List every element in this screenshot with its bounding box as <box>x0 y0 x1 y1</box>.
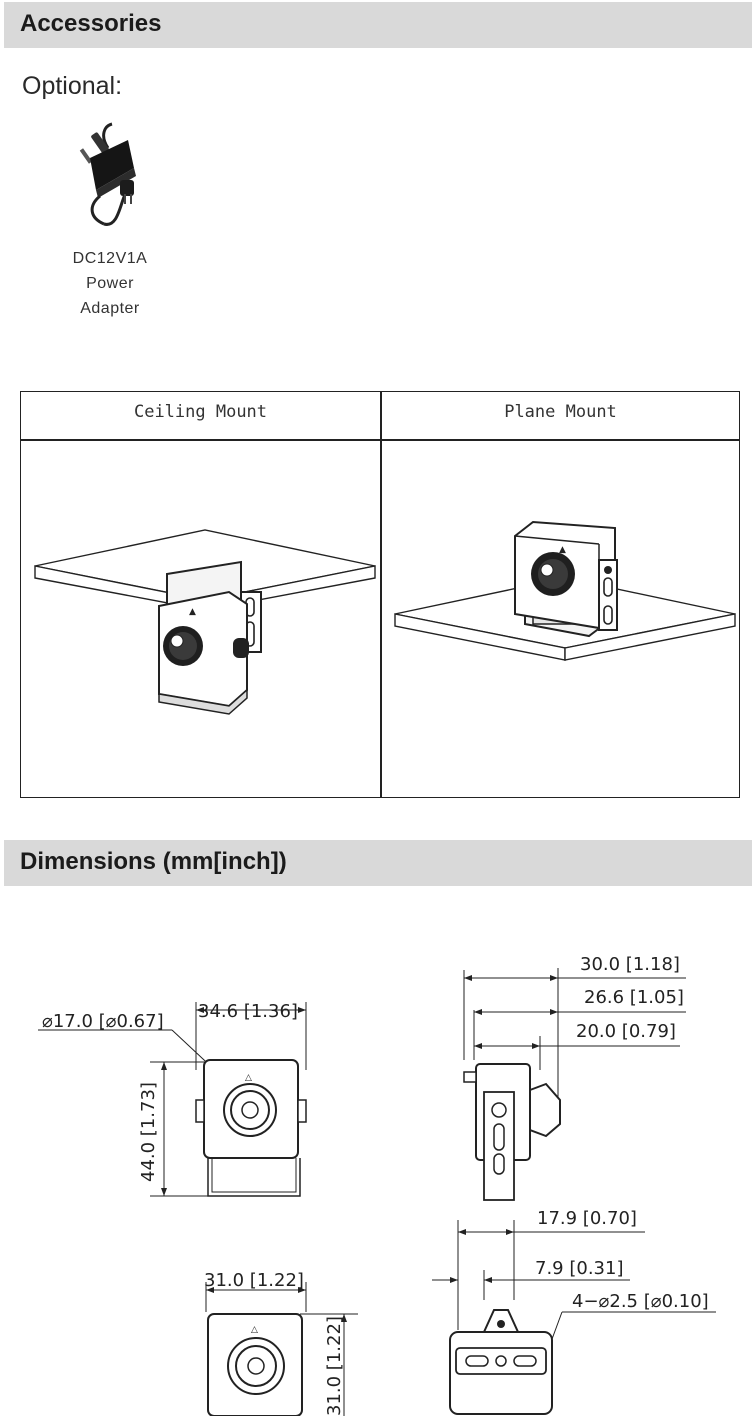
holes-label: 4−⌀2.5 [⌀0.10] <box>572 1291 709 1312</box>
front-height-label: 44.0 [1.73] <box>138 1082 159 1182</box>
svg-text:▲: ▲ <box>559 545 566 555</box>
ceiling-mount-label: Ceiling Mount <box>133 402 268 422</box>
dimension-drawings <box>0 940 755 1416</box>
svg-text:△: △ <box>245 1073 252 1083</box>
back-width-label: 31.0 [1.22] <box>204 1270 304 1291</box>
bottom-view <box>432 1220 716 1414</box>
mount-table <box>20 391 740 798</box>
accessories-section-header <box>4 2 752 48</box>
front-width-label: 34.6 [1.36] <box>198 1001 298 1022</box>
svg-text:△: △ <box>251 1325 258 1335</box>
svg-text:▲: ▲ <box>189 607 196 617</box>
side-30-label: 30.0 [1.18] <box>580 954 680 975</box>
table-divider-vertical <box>380 392 382 797</box>
accessories-title: Accessories <box>20 10 162 37</box>
dimensions-section-header <box>4 840 752 886</box>
table-divider-horizontal <box>21 439 739 441</box>
side-26-6-label: 26.6 [1.05] <box>584 987 684 1008</box>
ceiling-mount-illustration <box>33 522 379 722</box>
adapter-line-2: Power <box>86 275 134 292</box>
adapter-line-1: DC12V1A <box>72 250 148 267</box>
adapter-caption <box>55 246 165 321</box>
bottom-7-9-label: 7.9 [0.31] <box>535 1258 624 1279</box>
plane-mount-illustration <box>393 516 739 716</box>
plane-mount-label: Plane Mount <box>504 402 617 422</box>
lens-diameter-label: ⌀17.0 [⌀0.67] <box>42 1011 164 1032</box>
side-20-label: 20.0 [0.79] <box>576 1021 676 1042</box>
back-height-label: 31.0 [1.22] <box>324 1316 345 1416</box>
bottom-17-9-label: 17.9 [0.70] <box>537 1208 637 1229</box>
optional-label: Optional: <box>22 72 123 100</box>
power-adapter-icon <box>70 118 160 238</box>
adapter-line-3: Adapter <box>80 300 140 317</box>
dimensions-title: Dimensions (mm[inch]) <box>20 848 287 875</box>
